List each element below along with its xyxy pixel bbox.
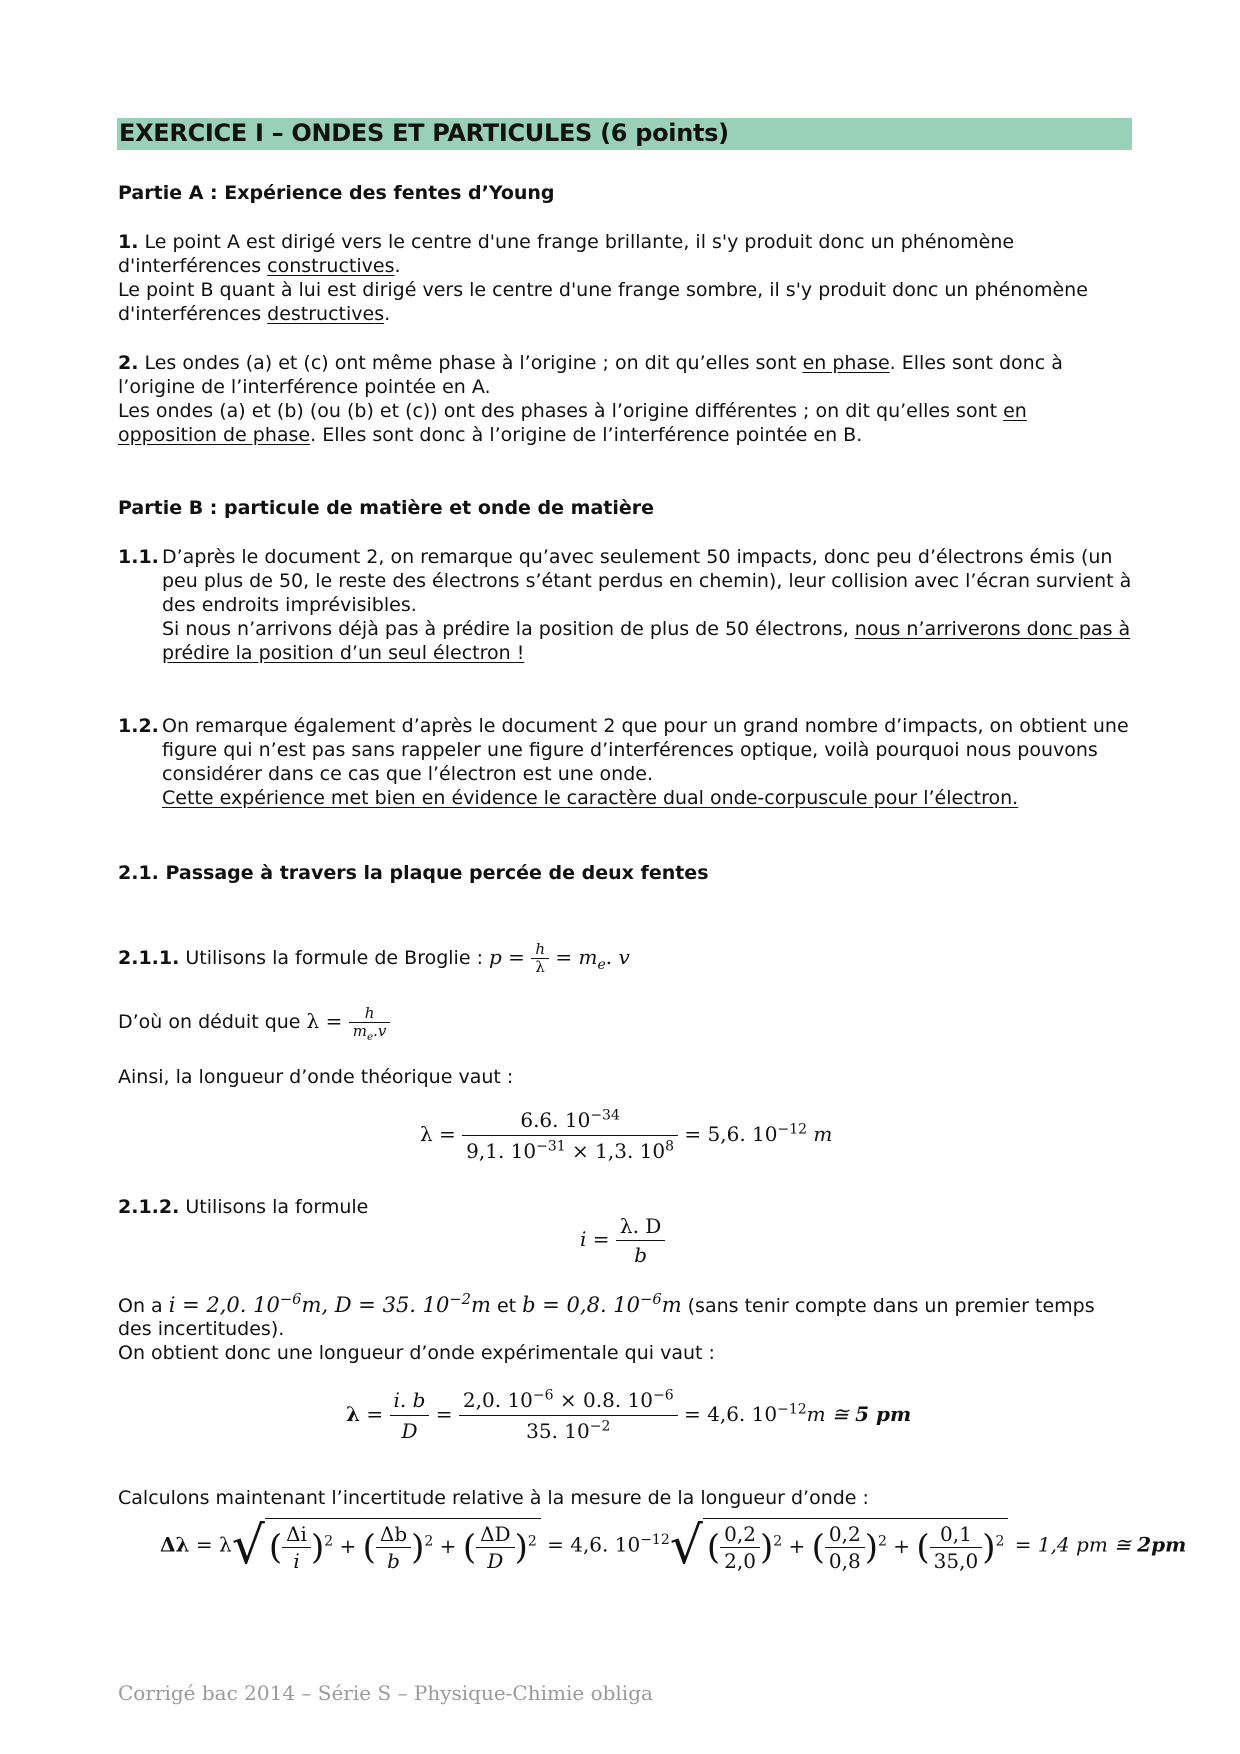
partB-q21-heading: 2.1. Passage à travers la plaque percée de deux fentes <box>118 862 709 884</box>
partB-q211-line: 2.1.1. Utilisons la formule de Broglie : p = $\frac{h}{\lambda}$ = $m_e$. v <box>118 940 630 976</box>
partB-q11-line5: prédire la position d’un seul électron ! <box>162 642 525 664</box>
partB-q12-line4: Cette expérience met bien en évidence le caractère dual onde-corpuscule pour l’électron. <box>162 787 1019 809</box>
partB-heading: Partie B : particule de matière et onde de matière <box>118 497 654 519</box>
partB-obtient-line: On obtient donc une longueur d’onde expérimentale qui vaut : <box>118 1342 715 1364</box>
partA-q2-line2: l’origine de l’interférence pointée en A. <box>118 376 491 398</box>
partB-q11-line1: D’après le document 2, on remarque qu’avec seulement 50 impacts, donc peu d’électrons émis (un <box>162 546 1113 568</box>
page-footer: Corrigé bac 2014 – Série S – Physique-Chimie obliga <box>118 1681 653 1705</box>
partB-q12-line2: figure qui n’est pas sans rappeler une figure d’interférences optique, voilà pourquoi nous pouvons <box>162 739 1098 761</box>
partB-q11-line2: peu plus de 50, le reste des électrons s’étant perdus en chemin), leur collision avec l’écran survient à <box>162 570 1132 592</box>
lambda-experimental-equation: λ = $\frac{i. b}{D}$ = $\frac{2,0. 10^{-6} \times 0.8. 10^{-6}}{35. 10^{-2}}$ = 4,6. $10^{-12}m$ ≅ 5 pm <box>346 1385 911 1446</box>
partB-q12-line3: considérer dans ce cas que l’électron est une onde. <box>162 763 654 785</box>
partB-q12-line1: On remarque également d’après le document 2 que pour un grand nombre d’impacts, on obtient une <box>162 715 1129 737</box>
partA-q2-line3: Les ondes (a) et (b) (ou (b) et (c)) ont des phases à l’origine différentes ; on dit qu’elles sont en <box>118 400 1027 422</box>
interfrange-formula: i = $\frac{\lambda. D}{b}$ <box>580 1212 665 1269</box>
partA-heading: Partie A : Expérience des fentes d’Young <box>118 182 555 204</box>
exercise-title: EXERCICE I – ONDES ET PARTICULES (6 points) <box>119 119 729 147</box>
partB-q212-line: 2.1.2. Utilisons la formule <box>118 1196 369 1218</box>
partA-q1-line1: 1. Le point A est dirigé vers le centre d'une frange brillante, il s'y produit donc un phénomène <box>118 231 1015 253</box>
broglie-formula: p = $\frac{h}{\lambda}$ = $m_e$. v <box>489 940 630 976</box>
uncertainty-equation: Δλ = λ√ ( $\frac{\Delta i}{i}$ )$^2$ + ( $\frac{\Delta b}{b}$ )$^2$ + ( $\frac{\Delta D}{D}$ )$^2$ = 4,6. $10^{-12}√$ ( $\frac{0,2}{2,0}$ )$^2$ + ( $\frac{0,2}{0,8}$ )$^2$ + ( $\frac{0,1}{35,0}$ )$^2$ = 1,4 pm ≅ 2pm <box>160 1516 1187 1576</box>
partB-ona-line: On a i = 2,0. $10^{-6}m$, D = 35. $10^{-2}m$ et b = 0,8. $10^{-6}m$ (sans tenir compte dans un premier temps <box>118 1291 1095 1317</box>
lambda-theoretical-equation: λ = $\frac{6.6. 10^{-34}}{9,1. 10^{-31} \times 1,3. 10^8}$ = 5,6. $10^{-12}$ m <box>420 1105 832 1166</box>
partA-q2-line1: 2. Les ondes (a) et (c) ont même phase à l’origine ; on dit qu’elles sont en phase. Elles sont donc à <box>118 352 1063 374</box>
partB-deduce-line: D’où on déduit que λ = $\frac{h}{m_e.v}$ <box>118 994 390 1048</box>
partB-q11-line3: des endroits imprévisibles. <box>162 594 417 616</box>
partA-q1-line2: d'interférences constructives. <box>118 255 401 277</box>
partA-q1-line4: d'interférences destructives. <box>118 303 391 325</box>
partB-incert-line: Calculons maintenant l’incertitude relative à la mesure de la longueur d’onde : <box>118 1487 869 1509</box>
partB-q12-num: 1.2. <box>118 715 159 737</box>
partA-q2-line4: opposition de phase. Elles sont donc à l’origine de l’interférence pointée en B. <box>118 424 863 446</box>
partB-q11-num: 1.1. <box>118 546 159 568</box>
partA-q1-line3: Le point B quant à lui est dirigé vers le centre d'une frange sombre, il s'y produit donc un phénomène <box>118 279 1088 301</box>
partB-q11-line4: Si nous n’arrivons déjà pas à prédire la position de plus de 50 électrons, nous n’arriverons donc pas à <box>162 618 1131 640</box>
partB-ainsi-line: Ainsi, la longueur d’onde théorique vaut : <box>118 1066 514 1088</box>
lambda-formula: λ = $\frac{h}{m_e.v}$ <box>307 1009 391 1033</box>
exercise-title-bar <box>117 118 1132 150</box>
partB-ona-line2: des incertitudes). <box>118 1318 285 1340</box>
